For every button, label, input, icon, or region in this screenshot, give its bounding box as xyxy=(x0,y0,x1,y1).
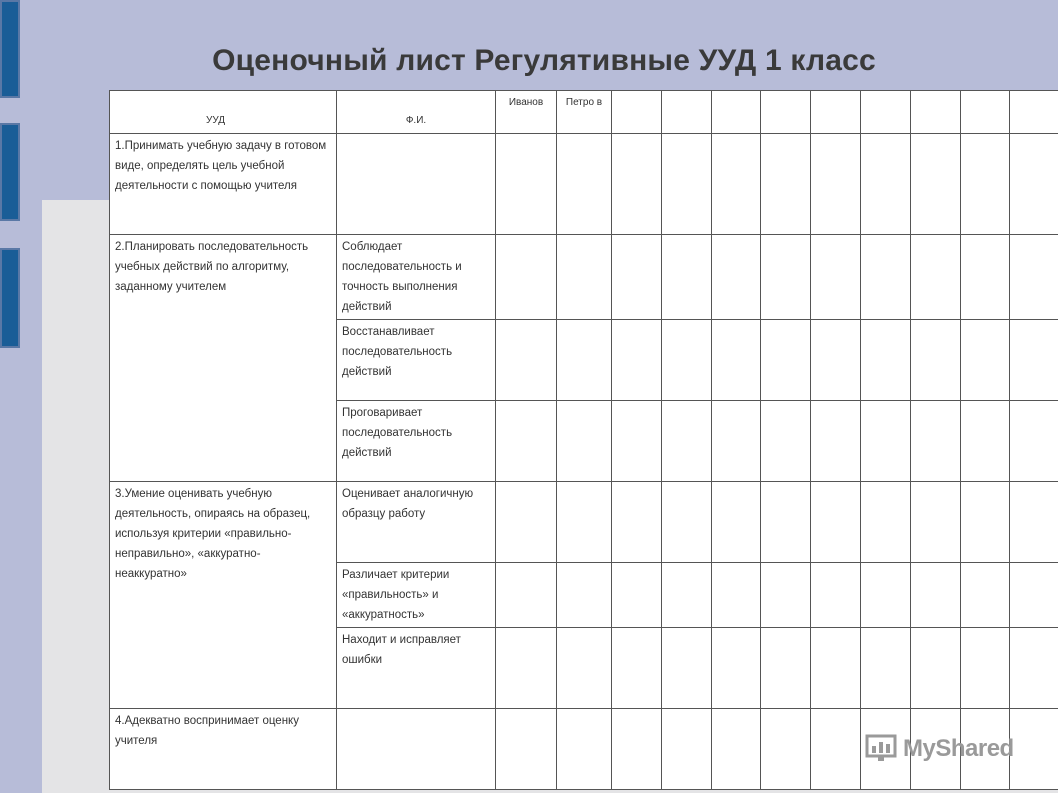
header-empty-cell xyxy=(911,91,961,134)
score-cell xyxy=(1010,482,1058,563)
score-cell xyxy=(961,235,1010,320)
score-cell xyxy=(961,563,1010,628)
score-cell xyxy=(612,709,662,790)
score-cell xyxy=(496,709,557,790)
criteria-cell: Оценивает аналогичную образцу работу xyxy=(337,482,496,563)
score-cell xyxy=(712,563,761,628)
score-cell xyxy=(761,563,811,628)
score-cell xyxy=(861,563,911,628)
criteria-cell: Различает критерии «правильность» и «аккуратность» xyxy=(337,563,496,628)
score-cell xyxy=(662,401,712,482)
left-tab-2 xyxy=(0,123,20,221)
score-cell xyxy=(712,134,761,235)
score-cell xyxy=(961,628,1010,709)
score-cell xyxy=(662,482,712,563)
score-cell xyxy=(557,134,612,235)
score-cell xyxy=(761,628,811,709)
uud-cell-4: 4.Адекватно воспринимает оценку учителя xyxy=(110,709,337,790)
score-cell xyxy=(861,134,911,235)
header-row xyxy=(110,91,1058,134)
table-row-1 xyxy=(110,134,1058,235)
score-cell xyxy=(1010,235,1058,320)
score-cell xyxy=(761,482,811,563)
score-cell xyxy=(557,320,612,401)
score-cell xyxy=(861,235,911,320)
score-cell xyxy=(761,134,811,235)
score-cell xyxy=(911,482,961,563)
score-cell xyxy=(761,401,811,482)
assessment-table xyxy=(109,90,1058,790)
score-cell xyxy=(496,320,557,401)
left-tab-3 xyxy=(0,248,20,348)
score-cell xyxy=(712,235,761,320)
score-cell xyxy=(811,235,861,320)
score-cell xyxy=(612,235,662,320)
score-cell xyxy=(911,134,961,235)
score-cell xyxy=(612,320,662,401)
score-cell xyxy=(557,709,612,790)
score-cell xyxy=(811,482,861,563)
score-cell xyxy=(612,563,662,628)
score-cell xyxy=(612,134,662,235)
header-empty-cell xyxy=(761,91,811,134)
score-cell xyxy=(911,320,961,401)
criteria-cell: Соблюдает последовательность и точность выполнения действий xyxy=(337,235,496,320)
chart-logo-icon xyxy=(865,732,899,767)
score-cell xyxy=(557,401,612,482)
score-cell xyxy=(911,401,961,482)
criteria-cell: Восстанавливает последовательность действий xyxy=(337,320,496,401)
score-cell xyxy=(712,401,761,482)
score-cell xyxy=(861,320,911,401)
score-cell xyxy=(911,628,961,709)
score-cell xyxy=(662,709,712,790)
score-cell xyxy=(761,320,811,401)
header-uud: УУД xyxy=(110,91,337,134)
score-cell xyxy=(496,401,557,482)
score-cell xyxy=(961,482,1010,563)
score-cell xyxy=(811,563,861,628)
score-cell xyxy=(1010,320,1058,401)
header-student-1: Иванов xyxy=(496,91,557,134)
header-empty-cell xyxy=(662,91,712,134)
score-cell xyxy=(811,628,861,709)
score-cell xyxy=(811,709,861,790)
score-cell xyxy=(1010,709,1058,790)
score-cell xyxy=(662,628,712,709)
score-cell xyxy=(811,134,861,235)
header-empty-cell xyxy=(961,91,1010,134)
score-cell xyxy=(712,709,761,790)
table-row-3a xyxy=(110,482,1058,563)
header-empty-cell xyxy=(712,91,761,134)
header-empty-cell xyxy=(1010,91,1058,134)
table-row-2a xyxy=(110,235,1058,320)
score-cell xyxy=(911,563,961,628)
score-cell xyxy=(712,628,761,709)
score-cell xyxy=(496,628,557,709)
left-sidebar xyxy=(0,0,22,793)
score-cell xyxy=(861,401,911,482)
score-cell xyxy=(662,563,712,628)
header-empty-cell xyxy=(612,91,662,134)
score-cell xyxy=(1010,563,1058,628)
slide-title: Оценочный лист Регулятивные УУД 1 класс xyxy=(212,44,876,77)
score-cell xyxy=(1010,628,1058,709)
criteria-cell-empty xyxy=(337,709,496,790)
score-cell xyxy=(861,482,911,563)
score-cell xyxy=(1010,134,1058,235)
score-cell xyxy=(662,320,712,401)
score-cell xyxy=(612,482,662,563)
header-student-2: Петро в xyxy=(557,91,612,134)
uud-cell-1: 1.Принимать учебную задачу в готовом виде, определять цель учебной деятельности с помощью учителя xyxy=(110,134,337,235)
score-cell xyxy=(712,482,761,563)
score-cell xyxy=(496,482,557,563)
score-cell xyxy=(911,235,961,320)
score-cell xyxy=(496,563,557,628)
score-cell xyxy=(612,401,662,482)
score-cell xyxy=(557,235,612,320)
uud-cell-2: 2.Планировать последовательность учебных действий по алгоритму, заданному учителем xyxy=(110,235,337,482)
score-cell xyxy=(662,235,712,320)
score-cell xyxy=(712,320,761,401)
score-cell xyxy=(496,235,557,320)
score-cell xyxy=(496,134,557,235)
score-cell xyxy=(761,235,811,320)
score-cell xyxy=(961,320,1010,401)
score-cell xyxy=(1010,401,1058,482)
score-cell xyxy=(961,401,1010,482)
myshared-watermark xyxy=(865,732,1014,766)
header-fi: Ф.И. xyxy=(337,91,496,134)
header-empty-cell xyxy=(811,91,861,134)
score-cell xyxy=(662,134,712,235)
score-cell xyxy=(861,628,911,709)
score-cell xyxy=(811,320,861,401)
uud-cell-3: 3.Умение оценивать учебную деятельность, опираясь на образец, используя критерии «правильно-неправильно», «аккуратно-неаккуратно» xyxy=(110,482,337,709)
criteria-cell-empty xyxy=(337,134,496,235)
score-cell xyxy=(761,709,811,790)
score-cell xyxy=(961,134,1010,235)
score-cell xyxy=(811,401,861,482)
criteria-cell: Проговаривает последовательность действий xyxy=(337,401,496,482)
score-cell xyxy=(557,482,612,563)
score-cell xyxy=(557,563,612,628)
score-cell xyxy=(612,628,662,709)
header-empty-cell xyxy=(861,91,911,134)
watermark-text: MyShared xyxy=(903,735,1014,762)
criteria-cell: Находит и исправляет ошибки xyxy=(337,628,496,709)
score-cell xyxy=(557,628,612,709)
